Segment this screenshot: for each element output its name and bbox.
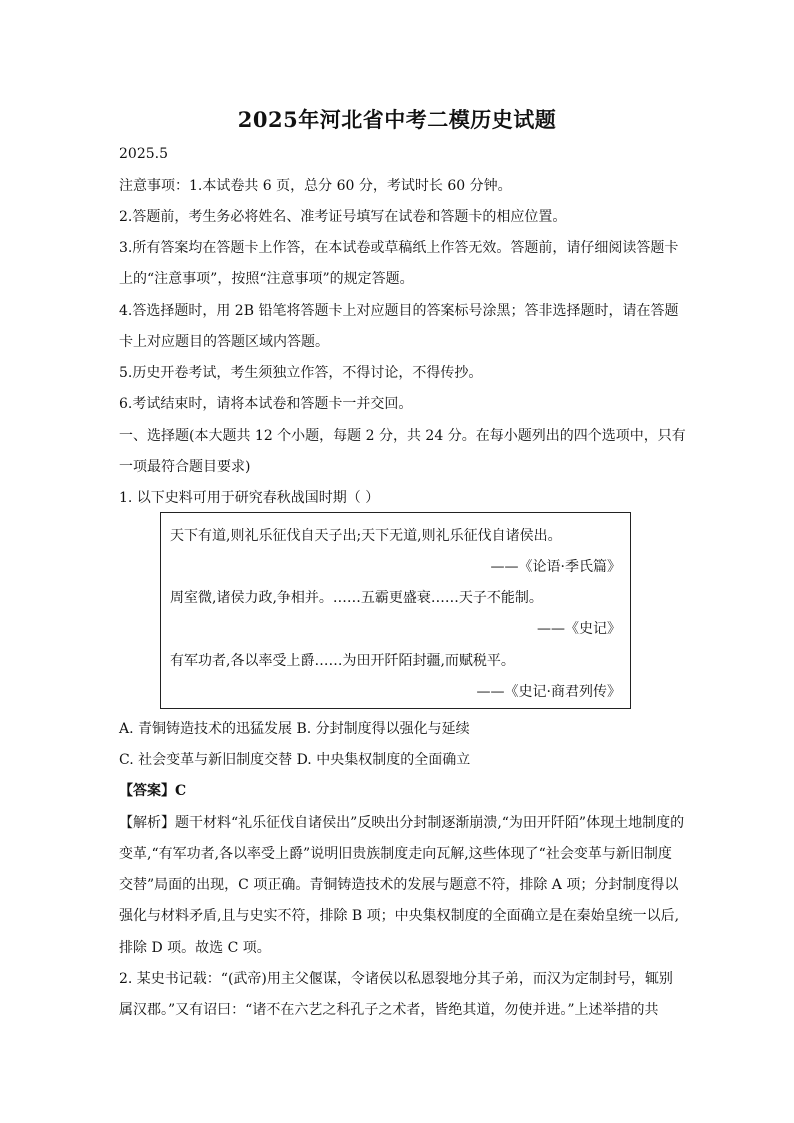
analysis-line: 变革,“有军功者,各以率受上爵”说明旧贵族制度走向瓦解,这些体现了“社会变革与新旧制度 — [119, 846, 672, 862]
analysis-line: 【解析】题干材料“礼乐征伐自诸侯出”反映出分封制逐渐崩溃,“为田开阡陌”体现土地制度的 — [119, 815, 685, 831]
note-line: 4.答选择题时，用 2B 铅笔将答题卡上对应题目的答案标号涂黑；答非选择题时，请在答题 — [119, 303, 679, 319]
exam-date: 2025.5 — [119, 146, 168, 162]
note-line: 注意事项：1.本试卷共 6 页，总分 60 分，考试时长 60 分钟。 — [119, 178, 512, 194]
analysis-line: 排除 D 项。故选 C 项。 — [119, 940, 271, 956]
answer-options: C. 社会变革与新旧制度交替 D. 中央集权制度的全面确立 — [119, 752, 471, 768]
quote-source: ——《论语·季氏篇》 — [490, 559, 621, 575]
note-line: 5.历史开卷考试，考生须独立作答，不得讨论，不得传抄。 — [119, 365, 483, 381]
analysis-line: 强化与材料矛盾,且与史实不符，排除 B 项；中央集权制度的全面确立是在秦始皇统一以后, — [119, 908, 680, 924]
section-heading: 一项最符合题目要求) — [119, 459, 251, 475]
source-material-box — [160, 512, 631, 709]
note-line: 2.答题前，考生务必将姓名、准考证号填写在试卷和答题卡的相应位置。 — [119, 209, 567, 225]
note-line: 卡上对应题目的答题区域内答题。 — [119, 334, 329, 350]
quote-source: ——《史记·商君列传》 — [476, 684, 621, 700]
question-2-line: 属汉郡。”又有诏曰：“诸不在六艺之科孔子之术者，皆绝其道，勿使并进。”上述举措的共 — [119, 1002, 659, 1018]
quote-text: 周室微,诸侯力政,争相并。……五霸更盛衰……天子不能制。 — [170, 590, 543, 606]
section-heading: 一、选择题(本大题共 12 个小题，每题 2 分，共 24 分。在每小题列出的四个选项中，只有 — [119, 428, 686, 444]
answer-label: 【答案】C — [119, 783, 187, 799]
quote-text: 有军功者,各以率受上爵……为田开阡陌封疆,而赋税平。 — [170, 653, 515, 669]
analysis-line: 交替”局面的出现，C 项正确。青铜铸造技术的发展与题意不符，排除 A 项；分封制度得以 — [119, 877, 679, 893]
note-line: 6.考试结束时，请将本试卷和答题卡一并交回。 — [119, 396, 413, 412]
question-1-stem: 1. 以下史料可用于研究春秋战国时期（ ） — [119, 490, 380, 506]
note-line: 上的“注意事项”，按照“注意事项”的规定答题。 — [119, 271, 414, 287]
quote-text: 天下有道,则礼乐征伐自天子出;天下无道,则礼乐征伐自诸侯出。 — [170, 528, 562, 544]
answer-options: A. 青铜铸造技术的迅猛发展 B. 分封制度得以强化与延续 — [119, 721, 470, 737]
page-title: 2025年河北省中考二模历史试题 — [237, 107, 557, 132]
question-2-line: 2. 某史书记载：“(武帝)用主父偃谋，令诸侯以私恩裂地分其子弟，而汉为定制封号，辄别 — [119, 971, 673, 987]
quote-source: ——《史记》 — [537, 621, 621, 637]
note-line: 3.所有答案均在答题卡上作答，在本试卷或草稿纸上作答无效。答题前，请仔细阅读答题卡 — [119, 240, 679, 256]
